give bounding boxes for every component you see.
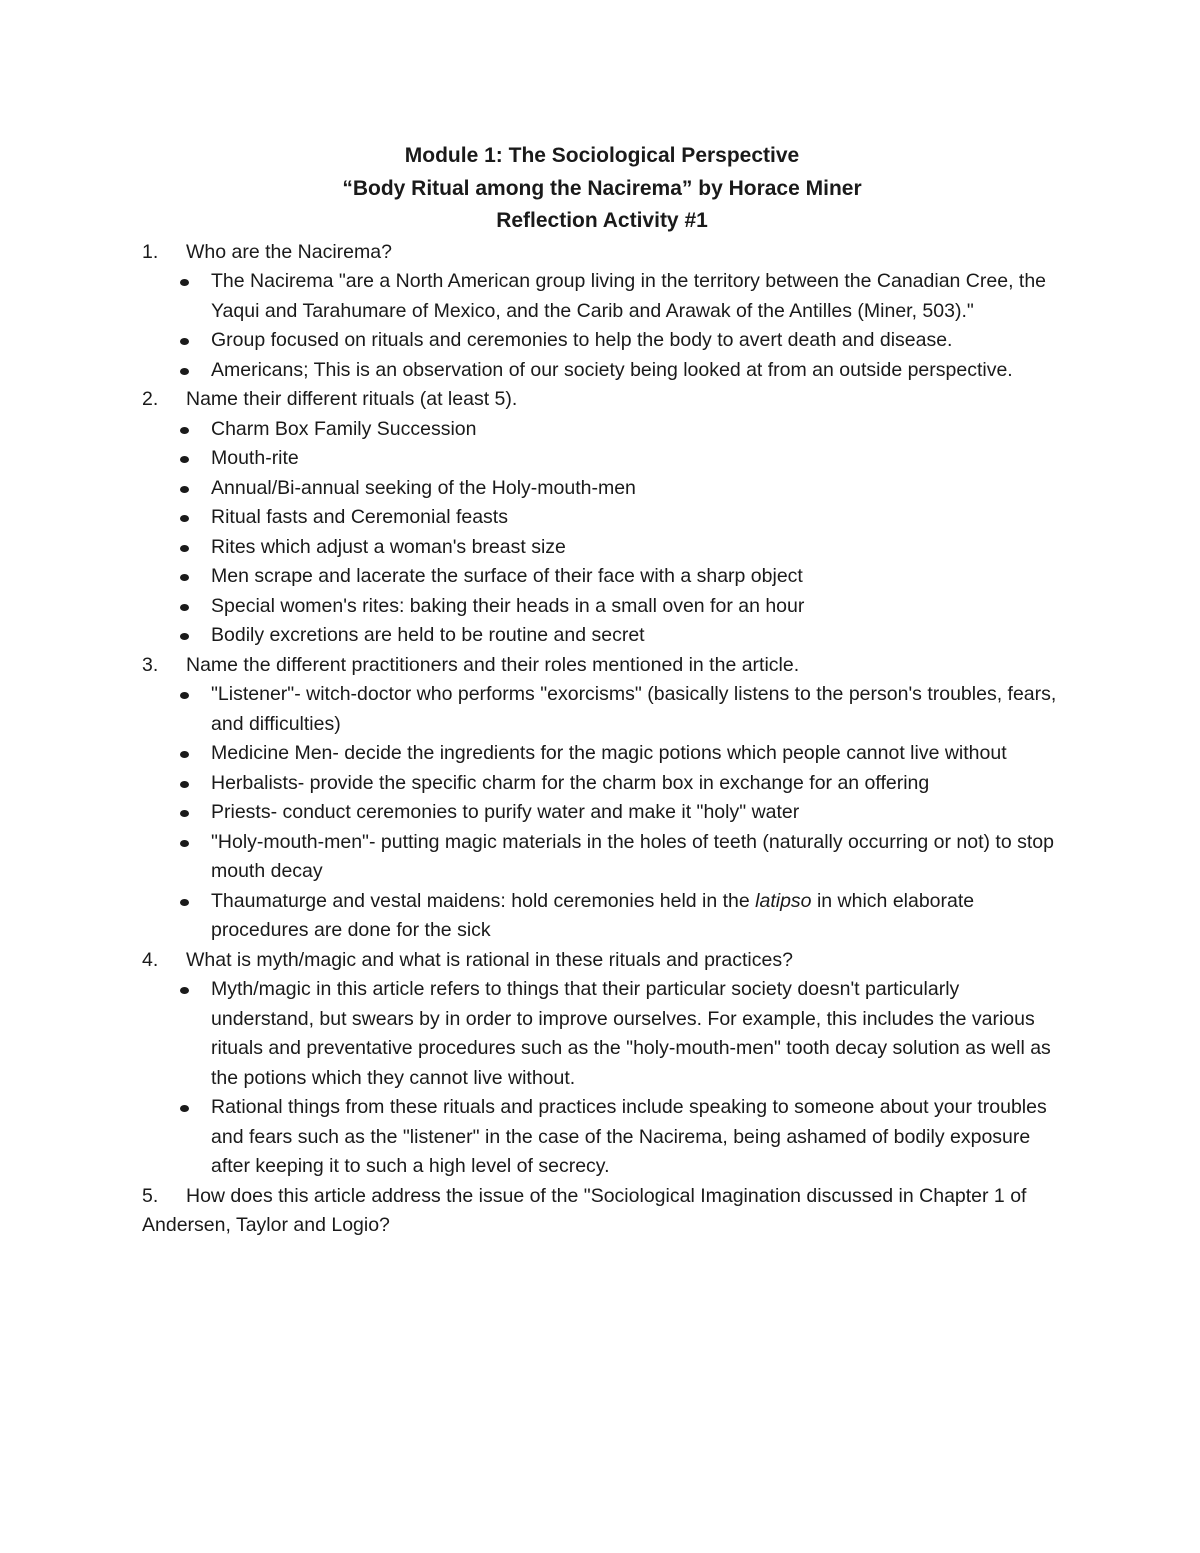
question-number: 1. [142,240,159,263]
bullet-icon [180,840,189,847]
answer-list-3 [142,680,1062,946]
answer-item: The Nacirema "are a North American group living in the territory between the Canadian Cree, the Yaqui and Tarahumare of Mexico, and the Carib and Arawak of the Antilles (Miner, 503)." [211,267,1062,326]
question-1 [142,238,1062,268]
answer-item: Group focused on rituals and ceremonies to help the body to avert death and disease. [211,326,1062,356]
question-3 [142,651,1062,681]
answer-item: Herbalists- provide the specific charm for the charm box in exchange for an offering [211,769,1062,799]
answer-item: Charm Box Family Succession [211,415,1062,445]
answer-list-4 [142,975,1062,1182]
bullet-icon [180,338,189,345]
answer-item: Thaumaturge and vestal maidens: hold ceremonies held in the latipso in which elaborate procedures are done for the sick [211,887,1062,946]
answer-item: Myth/magic in this article refers to things that their particular society doesn't particularly understand, but swears by in order to improve ourselves. For example, this includes the various rituals and preventative procedures such as the "holy-mouth-men" tooth decay solution as well as the potions which they cannot live without. [211,975,1062,1093]
question-text: Who are the Nacirema? [186,240,392,263]
answer-list-1 [142,267,1062,385]
bullet-icon [180,604,189,611]
bullet-icon [180,810,189,817]
activity-title: Reflection Activity #1 [496,209,708,232]
answer-item: Mouth-rite [211,444,1062,474]
answer-item: Medicine Men- decide the ingredients for the magic potions which people cannot live without [211,739,1062,769]
question-number: 2. [142,388,159,410]
question-number: 5. [142,1184,159,1207]
answer-item: Special women's rites: baking their heads in a small oven for an hour [211,592,1062,622]
answer-item: Priests- conduct ceremonies to purify water and make it "holy" water [211,798,1062,828]
answer-item: Ritual fasts and Ceremonial feasts [211,503,1062,533]
question-text: Name the different practitioners and their roles mentioned in the article. [186,653,800,676]
italic-term: latipso [755,889,812,912]
bullet-icon [180,515,189,522]
answer-item: Annual/Bi-annual seeking of the Holy-mouth-men [211,474,1062,504]
answer-item: "Listener"- witch-doctor who performs "exorcisms" (basically listens to the person's troubles, fears, and difficulties) [211,680,1062,739]
question-2 [142,385,1062,415]
answer-item: Men scrape and lacerate the surface of their face with a sharp object [211,562,1062,592]
document-header [142,140,1062,238]
bullet-icon [180,751,189,758]
question-number: 3. [142,653,159,676]
question-text: What is myth/magic and what is rational in these rituals and practices? [186,948,793,971]
bullet-icon [180,545,189,552]
bullet-icon [180,279,189,286]
answer-item: Rational things from these rituals and practices include speaking to someone about your troubles and fears such as the "listener" in the case of the Nacirema, being ashamed of bodily exposure after keeping it to such a high level of secrecy. [211,1093,1062,1182]
module-title: Module 1: The Sociological Perspective [404,144,800,167]
bullet-icon [180,633,189,640]
bullet-icon [180,368,189,375]
bullet-icon [180,692,189,699]
bullet-icon [180,781,189,788]
question-4 [142,946,1062,976]
bullet-icon [180,456,189,463]
question-text: Name their different rituals (at least 5). [186,388,518,410]
bullet-icon [180,574,189,581]
bullet-icon [180,486,189,493]
answer-item: Bodily excretions are held to be routine and secret [211,621,1062,651]
answer-list-2 [142,415,1062,651]
document-page [142,140,1062,1241]
bullet-icon [180,427,189,434]
article-title: “Body Ritual among the Nacirema” by Horace Miner [342,176,862,200]
bullet-icon [180,899,189,906]
bullet-icon [180,1105,189,1112]
answer-item: Americans; This is an observation of our society being looked at from an outside perspective. [211,356,1062,386]
question-5 [142,1182,1062,1241]
answer-item: "Holy-mouth-men"- putting magic materials in the holes of teeth (naturally occurring or not) to stop mouth decay [211,828,1062,887]
answer-item: Rites which adjust a woman's breast size [211,533,1062,563]
bullet-icon [180,987,189,994]
question-number: 4. [142,948,159,971]
question-text: How does this article address the issue of the "Sociological Imagination discussed in Chapter 1 of Andersen, Taylor and Logio? [142,1184,1027,1236]
